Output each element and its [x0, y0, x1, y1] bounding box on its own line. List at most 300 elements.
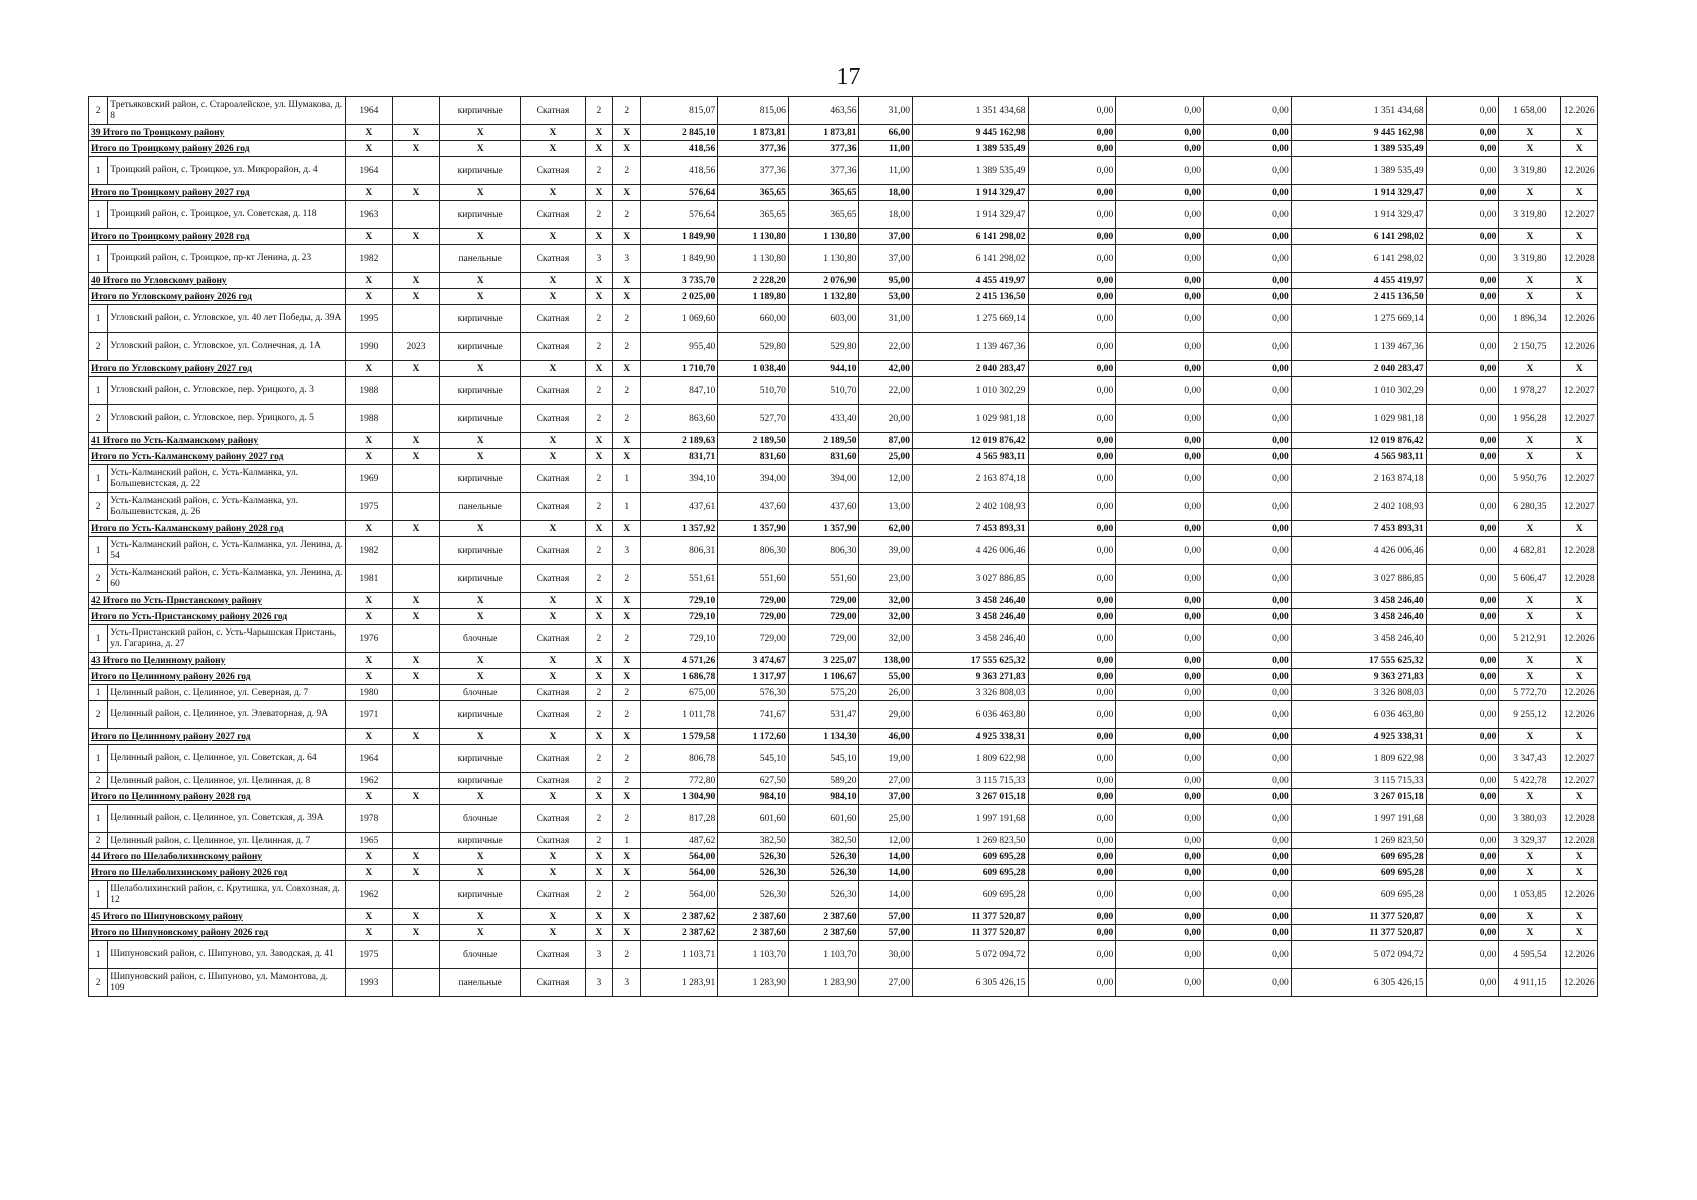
year-cell: 1995 [345, 305, 392, 333]
fund-federal-cell: 0,00 [1028, 465, 1116, 493]
row-number-cell: 1 [89, 245, 108, 273]
fund-regional-cell: 0,00 [1116, 685, 1204, 701]
private-area-cell: 729,00 [788, 625, 859, 653]
cost-cell: 3 027 886,85 [912, 565, 1028, 593]
deadline-cell: 12.2026 [1561, 97, 1598, 125]
floors-cell: 3 [585, 969, 613, 997]
roof-cell: X [521, 653, 585, 669]
address-cell: Троицкий район, с. Троицкое, ул. Советская, д. 118 [108, 201, 346, 229]
walls-cell: кирпичные [439, 157, 520, 185]
living-area-cell: 1 130,80 [718, 229, 789, 245]
deadline-cell: 12.2026 [1561, 941, 1598, 969]
deadline-cell: 12.2026 [1561, 969, 1598, 997]
fund-local-cell: 0,00 [1204, 593, 1292, 609]
fund-local-cell: 0,00 [1204, 493, 1292, 521]
fund-local-cell: 0,00 [1204, 289, 1292, 305]
walls-cell: X [439, 229, 520, 245]
year-cell: 1980 [345, 685, 392, 701]
fund-other-cell: 0,00 [1426, 849, 1499, 865]
cost-cell: 1 269 823,50 [912, 833, 1028, 849]
fund-owners-cell: 3 458 246,40 [1291, 593, 1426, 609]
row-number-cell: 2 [89, 773, 108, 789]
entrances-cell: 2 [613, 805, 641, 833]
walls-cell: X [439, 273, 520, 289]
cost-cell: 1 029 981,18 [912, 405, 1028, 433]
deadline-cell: 12.2027 [1561, 405, 1598, 433]
walls-cell: блочные [439, 685, 520, 701]
floors-cell: X [585, 125, 613, 141]
fund-other-cell: 0,00 [1426, 245, 1499, 273]
entrances-cell: X [613, 729, 641, 745]
specific-cost-cell: X [1499, 865, 1561, 881]
fund-other-cell: 0,00 [1426, 745, 1499, 773]
specific-cost-cell: X [1499, 653, 1561, 669]
fund-other-cell: 0,00 [1426, 449, 1499, 465]
fund-federal-cell: 0,00 [1028, 537, 1116, 565]
year-cell: 1988 [345, 377, 392, 405]
address-cell: Троицкий район, с. Троицкое, ул. Микрорайон, д. 4 [108, 157, 346, 185]
total-area-cell: 1 710,70 [641, 361, 718, 377]
cost-cell: 6 141 298,02 [912, 245, 1028, 273]
fund-other-cell: 0,00 [1426, 833, 1499, 849]
row-total-label: Итого по Шелаболихинскому району 2026 год [89, 865, 346, 881]
fund-other-cell: 0,00 [1426, 97, 1499, 125]
fund-federal-cell: 0,00 [1028, 849, 1116, 865]
walls-cell: X [439, 669, 520, 685]
roof-cell: X [521, 789, 585, 805]
repair-year-cell [392, 377, 439, 405]
deadline-cell: 12.2026 [1561, 157, 1598, 185]
year-cell: X [345, 141, 392, 157]
deadline-cell: 12.2028 [1561, 833, 1598, 849]
cost-cell: 1 389 535,49 [912, 157, 1028, 185]
total-area-cell: 955,40 [641, 333, 718, 361]
fund-local-cell: 0,00 [1204, 433, 1292, 449]
residents-cell: 19,00 [859, 745, 913, 773]
entrances-cell: X [613, 849, 641, 865]
repair-year-cell: X [392, 925, 439, 941]
living-area-cell: 377,36 [718, 157, 789, 185]
year-cell: 1976 [345, 625, 392, 653]
living-area-cell: 729,00 [718, 609, 789, 625]
floors-cell: X [585, 593, 613, 609]
row-number-cell: 2 [89, 405, 108, 433]
walls-cell: X [439, 729, 520, 745]
fund-federal-cell: 0,00 [1028, 653, 1116, 669]
private-area-cell: 1 130,80 [788, 229, 859, 245]
private-area-cell: 510,70 [788, 377, 859, 405]
repair-year-cell [392, 941, 439, 969]
year-cell: 1964 [345, 97, 392, 125]
specific-cost-cell: 1 956,28 [1499, 405, 1561, 433]
fund-other-cell: 0,00 [1426, 361, 1499, 377]
table-row-total [89, 609, 1598, 625]
fund-regional-cell: 0,00 [1116, 745, 1204, 773]
total-area-cell: 817,28 [641, 805, 718, 833]
roof-cell: X [521, 125, 585, 141]
roof-cell: Скатная [521, 537, 585, 565]
private-area-cell: 1 106,67 [788, 669, 859, 685]
cost-cell: 12 019 876,42 [912, 433, 1028, 449]
table-row-total [89, 593, 1598, 609]
fund-federal-cell: 0,00 [1028, 377, 1116, 405]
cost-cell: 2 415 136,50 [912, 289, 1028, 305]
entrances-cell: X [613, 289, 641, 305]
cost-cell: 6 036 463,80 [912, 701, 1028, 729]
private-area-cell: 377,36 [788, 157, 859, 185]
specific-cost-cell: X [1499, 125, 1561, 141]
deadline-cell: X [1561, 273, 1598, 289]
specific-cost-cell: X [1499, 273, 1561, 289]
entrances-cell: 2 [613, 773, 641, 789]
fund-owners-cell: 1 351 434,68 [1291, 97, 1426, 125]
specific-cost-cell: X [1499, 789, 1561, 805]
private-area-cell: 526,30 [788, 849, 859, 865]
repair-year-cell [392, 833, 439, 849]
row-number-cell: 1 [89, 941, 108, 969]
private-area-cell: 545,10 [788, 745, 859, 773]
year-cell: X [345, 449, 392, 465]
fund-federal-cell: 0,00 [1028, 925, 1116, 941]
deadline-cell: X [1561, 361, 1598, 377]
entrances-cell: 2 [613, 201, 641, 229]
table-row-total [89, 125, 1598, 141]
fund-owners-cell: 3 458 246,40 [1291, 625, 1426, 653]
private-area-cell: 526,30 [788, 881, 859, 909]
repair-year-cell: X [392, 185, 439, 201]
total-area-cell: 815,07 [641, 97, 718, 125]
deadline-cell: X [1561, 521, 1598, 537]
year-cell: 1971 [345, 701, 392, 729]
fund-federal-cell: 0,00 [1028, 449, 1116, 465]
row-number-cell: 1 [89, 881, 108, 909]
year-cell: X [345, 289, 392, 305]
fund-local-cell: 0,00 [1204, 245, 1292, 273]
table-row-total [89, 865, 1598, 881]
fund-regional-cell: 0,00 [1116, 609, 1204, 625]
floors-cell: X [585, 669, 613, 685]
fund-owners-cell: 9 363 271,83 [1291, 669, 1426, 685]
fund-local-cell: 0,00 [1204, 881, 1292, 909]
entrances-cell: X [613, 653, 641, 669]
living-area-cell: 510,70 [718, 377, 789, 405]
entrances-cell: 2 [613, 405, 641, 433]
entrances-cell: 2 [613, 625, 641, 653]
specific-cost-cell: X [1499, 521, 1561, 537]
entrances-cell: 2 [613, 881, 641, 909]
table-row [89, 305, 1598, 333]
cost-cell: 1 809 622,98 [912, 745, 1028, 773]
row-number-cell: 1 [89, 685, 108, 701]
table-row-total [89, 289, 1598, 305]
fund-regional-cell: 0,00 [1116, 465, 1204, 493]
fund-other-cell: 0,00 [1426, 305, 1499, 333]
table-row-total [89, 849, 1598, 865]
floors-cell: X [585, 185, 613, 201]
entrances-cell: X [613, 229, 641, 245]
walls-cell: X [439, 909, 520, 925]
entrances-cell: 1 [613, 493, 641, 521]
fund-owners-cell: 6 036 463,80 [1291, 701, 1426, 729]
deadline-cell: X [1561, 865, 1598, 881]
living-area-cell: 831,60 [718, 449, 789, 465]
floors-cell: 2 [585, 685, 613, 701]
deadline-cell: 12.2026 [1561, 333, 1598, 361]
repair-year-cell: X [392, 289, 439, 305]
residents-cell: 11,00 [859, 157, 913, 185]
total-area-cell: 1 579,58 [641, 729, 718, 745]
deadline-cell: 12.2026 [1561, 701, 1598, 729]
repair-year-cell: 2023 [392, 333, 439, 361]
private-area-cell: 2 189,50 [788, 433, 859, 449]
fund-federal-cell: 0,00 [1028, 865, 1116, 881]
cost-cell: 4 925 338,31 [912, 729, 1028, 745]
fund-local-cell: 0,00 [1204, 157, 1292, 185]
table-row [89, 881, 1598, 909]
table-row-total [89, 361, 1598, 377]
fund-other-cell: 0,00 [1426, 537, 1499, 565]
table-row [89, 201, 1598, 229]
address-cell: Троицкий район, с. Троицкое, пр-кт Ленина, д. 23 [108, 245, 346, 273]
cost-cell: 3 326 808,03 [912, 685, 1028, 701]
table-row-total [89, 925, 1598, 941]
fund-local-cell: 0,00 [1204, 405, 1292, 433]
fund-owners-cell: 11 377 520,87 [1291, 925, 1426, 941]
fund-federal-cell: 0,00 [1028, 245, 1116, 273]
fund-owners-cell: 4 565 983,11 [1291, 449, 1426, 465]
living-area-cell: 527,70 [718, 405, 789, 433]
specific-cost-cell: 6 280,35 [1499, 493, 1561, 521]
residents-cell: 46,00 [859, 729, 913, 745]
private-area-cell: 365,65 [788, 201, 859, 229]
roof-cell: X [521, 361, 585, 377]
fund-local-cell: 0,00 [1204, 141, 1292, 157]
living-area-cell: 815,06 [718, 97, 789, 125]
walls-cell: кирпичные [439, 97, 520, 125]
repair-year-cell: X [392, 789, 439, 805]
repair-year-cell [392, 565, 439, 593]
total-area-cell: 1 011,78 [641, 701, 718, 729]
fund-regional-cell: 0,00 [1116, 789, 1204, 805]
roof-cell: X [521, 273, 585, 289]
entrances-cell: 3 [613, 245, 641, 273]
living-area-cell: 741,67 [718, 701, 789, 729]
cost-cell: 11 377 520,87 [912, 925, 1028, 941]
repair-year-cell: X [392, 361, 439, 377]
walls-cell: X [439, 849, 520, 865]
table-row [89, 537, 1598, 565]
fund-other-cell: 0,00 [1426, 625, 1499, 653]
floors-cell: X [585, 789, 613, 805]
row-number-cell: 1 [89, 305, 108, 333]
total-area-cell: 863,60 [641, 405, 718, 433]
fund-owners-cell: 4 426 006,46 [1291, 537, 1426, 565]
floors-cell: 2 [585, 465, 613, 493]
total-area-cell: 1 686,78 [641, 669, 718, 685]
fund-other-cell: 0,00 [1426, 157, 1499, 185]
row-total-label: 41 Итого по Усть-Калманскому району [89, 433, 346, 449]
repair-year-cell: X [392, 729, 439, 745]
fund-federal-cell: 0,00 [1028, 729, 1116, 745]
fund-owners-cell: 7 453 893,31 [1291, 521, 1426, 537]
fund-owners-cell: 12 019 876,42 [1291, 433, 1426, 449]
fund-regional-cell: 0,00 [1116, 141, 1204, 157]
fund-other-cell: 0,00 [1426, 969, 1499, 997]
total-area-cell: 1 304,90 [641, 789, 718, 805]
floors-cell: 2 [585, 625, 613, 653]
fund-other-cell: 0,00 [1426, 125, 1499, 141]
fund-federal-cell: 0,00 [1028, 909, 1116, 925]
total-area-cell: 487,62 [641, 833, 718, 849]
row-number-cell: 1 [89, 201, 108, 229]
floors-cell: X [585, 865, 613, 881]
floors-cell: X [585, 433, 613, 449]
living-area-cell: 660,00 [718, 305, 789, 333]
roof-cell: X [521, 521, 585, 537]
specific-cost-cell: 2 150,75 [1499, 333, 1561, 361]
fund-federal-cell: 0,00 [1028, 141, 1116, 157]
year-cell: 1975 [345, 941, 392, 969]
deadline-cell: X [1561, 925, 1598, 941]
fund-local-cell: 0,00 [1204, 849, 1292, 865]
fund-regional-cell: 0,00 [1116, 125, 1204, 141]
walls-cell: блочные [439, 941, 520, 969]
total-area-cell: 564,00 [641, 849, 718, 865]
specific-cost-cell: X [1499, 185, 1561, 201]
deadline-cell: 12.2027 [1561, 201, 1598, 229]
deadline-cell: X [1561, 909, 1598, 925]
housing-repair-table-sheet [88, 96, 1598, 997]
specific-cost-cell: 3 347,43 [1499, 745, 1561, 773]
residents-cell: 32,00 [859, 609, 913, 625]
repair-year-cell: X [392, 909, 439, 925]
fund-owners-cell: 1 389 535,49 [1291, 141, 1426, 157]
table-row [89, 333, 1598, 361]
table-row-total [89, 141, 1598, 157]
private-area-cell: 394,00 [788, 465, 859, 493]
entrances-cell: 2 [613, 377, 641, 405]
living-area-cell: 2 228,20 [718, 273, 789, 289]
floors-cell: 2 [585, 773, 613, 789]
fund-regional-cell: 0,00 [1116, 433, 1204, 449]
roof-cell: X [521, 229, 585, 245]
deadline-cell: X [1561, 609, 1598, 625]
cost-cell: 1 351 434,68 [912, 97, 1028, 125]
roof-cell: X [521, 909, 585, 925]
private-area-cell: 2 387,60 [788, 925, 859, 941]
private-area-cell: 2 076,90 [788, 273, 859, 289]
entrances-cell: X [613, 865, 641, 881]
year-cell: 1962 [345, 881, 392, 909]
row-number-cell: 2 [89, 493, 108, 521]
residents-cell: 95,00 [859, 273, 913, 289]
fund-federal-cell: 0,00 [1028, 157, 1116, 185]
repair-year-cell: X [392, 849, 439, 865]
residents-cell: 37,00 [859, 789, 913, 805]
fund-other-cell: 0,00 [1426, 669, 1499, 685]
fund-local-cell: 0,00 [1204, 465, 1292, 493]
repair-year-cell: X [392, 669, 439, 685]
fund-regional-cell: 0,00 [1116, 157, 1204, 185]
roof-cell: Скатная [521, 201, 585, 229]
living-area-cell: 437,60 [718, 493, 789, 521]
repair-year-cell: X [392, 449, 439, 465]
residents-cell: 53,00 [859, 289, 913, 305]
entrances-cell: X [613, 273, 641, 289]
living-area-cell: 365,65 [718, 185, 789, 201]
fund-local-cell: 0,00 [1204, 273, 1292, 289]
fund-federal-cell: 0,00 [1028, 185, 1116, 201]
living-area-cell: 729,00 [718, 625, 789, 653]
table-row-total [89, 449, 1598, 465]
total-area-cell: 806,31 [641, 537, 718, 565]
floors-cell: 2 [585, 305, 613, 333]
specific-cost-cell: 9 255,12 [1499, 701, 1561, 729]
fund-local-cell: 0,00 [1204, 229, 1292, 245]
walls-cell: X [439, 433, 520, 449]
fund-owners-cell: 3 326 808,03 [1291, 685, 1426, 701]
residents-cell: 25,00 [859, 449, 913, 465]
living-area-cell: 576,30 [718, 685, 789, 701]
total-area-cell: 576,64 [641, 201, 718, 229]
fund-federal-cell: 0,00 [1028, 565, 1116, 593]
floors-cell: 2 [585, 97, 613, 125]
repair-year-cell [392, 157, 439, 185]
roof-cell: Скатная [521, 157, 585, 185]
fund-federal-cell: 0,00 [1028, 125, 1116, 141]
floors-cell: X [585, 273, 613, 289]
year-cell: X [345, 521, 392, 537]
entrances-cell: 1 [613, 833, 641, 849]
specific-cost-cell: 4 595,54 [1499, 941, 1561, 969]
specific-cost-cell: 5 772,70 [1499, 685, 1561, 701]
floors-cell: X [585, 925, 613, 941]
residents-cell: 14,00 [859, 849, 913, 865]
total-area-cell: 437,61 [641, 493, 718, 521]
address-cell: Угловский район, с. Угловское, пер. Урицкого, д. 3 [108, 377, 346, 405]
residents-cell: 27,00 [859, 969, 913, 997]
cost-cell: 609 695,28 [912, 865, 1028, 881]
cost-cell: 1 139 467,36 [912, 333, 1028, 361]
year-cell: 1990 [345, 333, 392, 361]
row-total-label: Итого по Целинному району 2026 год [89, 669, 346, 685]
total-area-cell: 729,10 [641, 593, 718, 609]
walls-cell: кирпичные [439, 201, 520, 229]
residents-cell: 18,00 [859, 201, 913, 229]
fund-other-cell: 0,00 [1426, 789, 1499, 805]
cost-cell: 9 445 162,98 [912, 125, 1028, 141]
repair-year-cell: X [392, 273, 439, 289]
year-cell: 1964 [345, 157, 392, 185]
fund-local-cell: 0,00 [1204, 685, 1292, 701]
year-cell: X [345, 789, 392, 805]
residents-cell: 13,00 [859, 493, 913, 521]
row-total-label: Итого по Троицкому району 2027 год [89, 185, 346, 201]
fund-regional-cell: 0,00 [1116, 625, 1204, 653]
floors-cell: 2 [585, 405, 613, 433]
fund-federal-cell: 0,00 [1028, 881, 1116, 909]
year-cell: X [345, 229, 392, 245]
cost-cell: 3 458 246,40 [912, 593, 1028, 609]
cost-cell: 3 267 015,18 [912, 789, 1028, 805]
floors-cell: 2 [585, 377, 613, 405]
cost-cell: 1 914 329,47 [912, 201, 1028, 229]
year-cell: X [345, 729, 392, 745]
roof-cell: Скатная [521, 333, 585, 361]
fund-regional-cell: 0,00 [1116, 305, 1204, 333]
entrances-cell: X [613, 669, 641, 685]
row-number-cell: 1 [89, 157, 108, 185]
